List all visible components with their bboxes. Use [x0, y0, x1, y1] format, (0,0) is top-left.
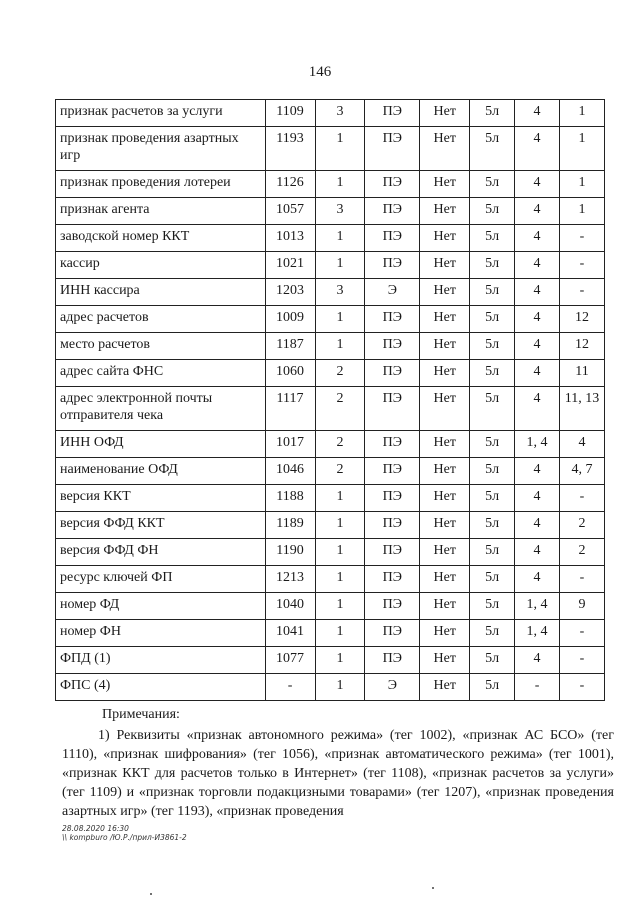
cell-required: Нет [420, 127, 470, 171]
cell-note-ref: 4 [515, 387, 560, 431]
cell-note-ref: 4 [515, 171, 560, 198]
cell-required: Нет [420, 593, 470, 620]
cell-form: 5л [470, 279, 515, 306]
cell-condition: 1 [560, 198, 605, 225]
table-row [56, 225, 605, 252]
notes-paragraph: 1) Реквизиты «признак автономного режима» (тег 1002), «признак АС БСО» (тег 1110), «признак шифрования» (тег 1056), «признак автоматического режима» (тег 1001), «признак ККТ для расчетов только в Интернет» (тег 1108), «признак расчетов за услуги» (тег 1109) и «признак торговли подакцизными товарами» (тег 1207), «признак проведения азартных игр» (тег 1193), «признак проведения [62, 728, 614, 819]
table-row [56, 674, 605, 701]
table-row [56, 387, 605, 431]
cell-quantity: 3 [315, 279, 365, 306]
scan-speck [432, 887, 434, 889]
cell-condition: - [560, 279, 605, 306]
cell-quantity: 1 [315, 512, 365, 539]
cell-requisite-name: заводской номер ККТ [56, 225, 266, 252]
cell-tag: 1193 [265, 127, 315, 171]
cell-note-ref: 4 [515, 252, 560, 279]
cell-note-ref: 4 [515, 333, 560, 360]
cell-quantity: 1 [315, 647, 365, 674]
cell-condition: - [560, 252, 605, 279]
scan-speck [150, 893, 152, 895]
cell-form: 5л [470, 593, 515, 620]
cell-requisite-name: признак расчетов за услуги [56, 100, 266, 127]
table-row [56, 431, 605, 458]
table-row [56, 171, 605, 198]
cell-tag: 1009 [265, 306, 315, 333]
cell-condition: - [560, 620, 605, 647]
table-row [56, 279, 605, 306]
cell-required: Нет [420, 279, 470, 306]
cell-required: Нет [420, 252, 470, 279]
table-row [56, 512, 605, 539]
table-row [56, 620, 605, 647]
cell-quantity: 1 [315, 252, 365, 279]
cell-tag: 1109 [265, 100, 315, 127]
cell-required: Нет [420, 171, 470, 198]
table-row [56, 593, 605, 620]
cell-quantity: 1 [315, 171, 365, 198]
cell-condition: 11 [560, 360, 605, 387]
table-row [56, 100, 605, 127]
table-row [56, 198, 605, 225]
cell-required: Нет [420, 387, 470, 431]
cell-format: ПЭ [365, 647, 420, 674]
cell-requisite-name: признак агента [56, 198, 266, 225]
cell-requisite-name: номер ФН [56, 620, 266, 647]
cell-requisite-name: ИНН ОФД [56, 431, 266, 458]
table-row [56, 485, 605, 512]
cell-format: ПЭ [365, 593, 420, 620]
cell-condition: 2 [560, 512, 605, 539]
cell-note-ref: 1, 4 [515, 620, 560, 647]
cell-format: ПЭ [365, 539, 420, 566]
table-row [56, 458, 605, 485]
cell-requisite-name: версия ККТ [56, 485, 266, 512]
cell-note-ref: 4 [515, 127, 560, 171]
cell-condition: 2 [560, 539, 605, 566]
cell-condition: - [560, 225, 605, 252]
cell-tag: 1077 [265, 647, 315, 674]
cell-note-ref: 4 [515, 225, 560, 252]
cell-required: Нет [420, 620, 470, 647]
page-number: 146 [308, 64, 332, 80]
cell-form: 5л [470, 458, 515, 485]
cell-required: Нет [420, 333, 470, 360]
cell-required: Нет [420, 100, 470, 127]
cell-tag: 1117 [265, 387, 315, 431]
cell-quantity: 2 [315, 458, 365, 485]
cell-format: ПЭ [365, 387, 420, 431]
cell-format: ПЭ [365, 225, 420, 252]
cell-condition: - [560, 566, 605, 593]
cell-requisite-name: ФПС (4) [56, 674, 266, 701]
cell-quantity: 2 [315, 431, 365, 458]
cell-requisite-name: версия ФФД ФН [56, 539, 266, 566]
table-row [56, 306, 605, 333]
cell-note-ref: 4 [515, 198, 560, 225]
cell-form: 5л [470, 333, 515, 360]
cell-note-ref: 4 [515, 647, 560, 674]
cell-requisite-name: признак проведения азартных игр [56, 127, 266, 171]
cell-note-ref: 4 [515, 279, 560, 306]
cell-required: Нет [420, 485, 470, 512]
cell-tag: 1126 [265, 171, 315, 198]
cell-tag: 1040 [265, 593, 315, 620]
cell-quantity: 1 [315, 485, 365, 512]
cell-form: 5л [470, 620, 515, 647]
cell-format: ПЭ [365, 333, 420, 360]
cell-quantity: 1 [315, 225, 365, 252]
cell-condition: 12 [560, 333, 605, 360]
cell-required: Нет [420, 458, 470, 485]
cell-quantity: 3 [315, 198, 365, 225]
cell-note-ref: 4 [515, 566, 560, 593]
cell-requisite-name: место расчетов [56, 333, 266, 360]
cell-form: 5л [470, 431, 515, 458]
document-footer [62, 824, 187, 842]
cell-quantity: 1 [315, 593, 365, 620]
cell-form: 5л [470, 306, 515, 333]
cell-condition: 11, 13 [560, 387, 605, 431]
cell-quantity: 1 [315, 127, 365, 171]
cell-required: Нет [420, 360, 470, 387]
cell-format: ПЭ [365, 431, 420, 458]
cell-quantity: 1 [315, 620, 365, 647]
cell-condition: 1 [560, 171, 605, 198]
cell-condition: 1 [560, 100, 605, 127]
table-row [56, 252, 605, 279]
cell-required: Нет [420, 225, 470, 252]
cell-note-ref: 4 [515, 512, 560, 539]
cell-required: Нет [420, 566, 470, 593]
cell-form: 5л [470, 485, 515, 512]
cell-form: 5л [470, 387, 515, 431]
cell-condition: 4 [560, 431, 605, 458]
cell-form: 5л [470, 225, 515, 252]
cell-form: 5л [470, 252, 515, 279]
cell-quantity: 1 [315, 306, 365, 333]
table-row [56, 360, 605, 387]
cell-format: ПЭ [365, 100, 420, 127]
cell-form: 5л [470, 198, 515, 225]
cell-tag: 1046 [265, 458, 315, 485]
cell-format: ПЭ [365, 198, 420, 225]
cell-format: ПЭ [365, 485, 420, 512]
cell-form: 5л [470, 100, 515, 127]
cell-requisite-name: адрес сайта ФНС [56, 360, 266, 387]
cell-format: ПЭ [365, 252, 420, 279]
cell-quantity: 1 [315, 333, 365, 360]
cell-requisite-name: ФПД (1) [56, 647, 266, 674]
cell-required: Нет [420, 431, 470, 458]
cell-quantity: 2 [315, 360, 365, 387]
cell-required: Нет [420, 647, 470, 674]
cell-quantity: 2 [315, 387, 365, 431]
cell-requisite-name: наименование ОФД [56, 458, 266, 485]
cell-tag: 1013 [265, 225, 315, 252]
cell-form: 5л [470, 127, 515, 171]
cell-requisite-name: ресурс ключей ФП [56, 566, 266, 593]
cell-condition: 4, 7 [560, 458, 605, 485]
cell-tag: 1188 [265, 485, 315, 512]
cell-condition: - [560, 647, 605, 674]
cell-format: ПЭ [365, 620, 420, 647]
cell-form: 5л [470, 674, 515, 701]
table-row [56, 539, 605, 566]
cell-requisite-name: номер ФД [56, 593, 266, 620]
table-row [56, 566, 605, 593]
cell-tag: 1041 [265, 620, 315, 647]
cell-form: 5л [470, 360, 515, 387]
cell-tag: 1021 [265, 252, 315, 279]
cell-requisite-name: адрес расчетов [56, 306, 266, 333]
cell-form: 5л [470, 539, 515, 566]
cell-format: ПЭ [365, 306, 420, 333]
cell-format: ПЭ [365, 360, 420, 387]
cell-quantity: 1 [315, 539, 365, 566]
cell-format: ПЭ [365, 127, 420, 171]
cell-format: Э [365, 279, 420, 306]
cell-required: Нет [420, 198, 470, 225]
cell-quantity: 3 [315, 100, 365, 127]
notes-heading: Примечания: [102, 707, 180, 722]
cell-note-ref: 4 [515, 485, 560, 512]
cell-tag: 1190 [265, 539, 315, 566]
cell-format: ПЭ [365, 171, 420, 198]
cell-condition: 9 [560, 593, 605, 620]
cell-tag: 1057 [265, 198, 315, 225]
cell-requisite-name: адрес электронной почты отправителя чека [56, 387, 266, 431]
cell-tag: 1203 [265, 279, 315, 306]
cell-note-ref: 4 [515, 306, 560, 333]
footer-timestamp: 28.08.2020 16:30 [62, 824, 129, 833]
table-row [56, 127, 605, 171]
cell-form: 5л [470, 512, 515, 539]
cell-tag: 1213 [265, 566, 315, 593]
cell-note-ref: 4 [515, 360, 560, 387]
cell-note-ref: 1, 4 [515, 431, 560, 458]
cell-quantity: 1 [315, 566, 365, 593]
cell-tag: 1187 [265, 333, 315, 360]
cell-form: 5л [470, 566, 515, 593]
footer-file-path: \\ kompburo /Ю.Р./прил-И3861-2 [62, 833, 187, 842]
cell-required: Нет [420, 512, 470, 539]
cell-note-ref: 1, 4 [515, 593, 560, 620]
table-row [56, 647, 605, 674]
cell-condition: 12 [560, 306, 605, 333]
cell-condition: - [560, 485, 605, 512]
cell-form: 5л [470, 647, 515, 674]
cell-required: Нет [420, 674, 470, 701]
table-row [56, 333, 605, 360]
cell-tag: 1189 [265, 512, 315, 539]
cell-form: 5л [470, 171, 515, 198]
cell-format: ПЭ [365, 566, 420, 593]
requisites-table [55, 99, 605, 701]
cell-tag: 1060 [265, 360, 315, 387]
cell-requisite-name: версия ФФД ККТ [56, 512, 266, 539]
cell-tag: 1017 [265, 431, 315, 458]
cell-quantity: 1 [315, 674, 365, 701]
cell-format: Э [365, 674, 420, 701]
cell-requisite-name: ИНН кассира [56, 279, 266, 306]
cell-note-ref: 4 [515, 458, 560, 485]
cell-note-ref: - [515, 674, 560, 701]
cell-requisite-name: признак проведения лотереи [56, 171, 266, 198]
cell-format: ПЭ [365, 512, 420, 539]
cell-format: ПЭ [365, 458, 420, 485]
cell-tag: - [265, 674, 315, 701]
cell-condition: - [560, 674, 605, 701]
cell-note-ref: 4 [515, 539, 560, 566]
cell-requisite-name: кассир [56, 252, 266, 279]
cell-note-ref: 4 [515, 100, 560, 127]
table-body [56, 100, 605, 701]
cell-required: Нет [420, 539, 470, 566]
cell-condition: 1 [560, 127, 605, 171]
cell-required: Нет [420, 306, 470, 333]
